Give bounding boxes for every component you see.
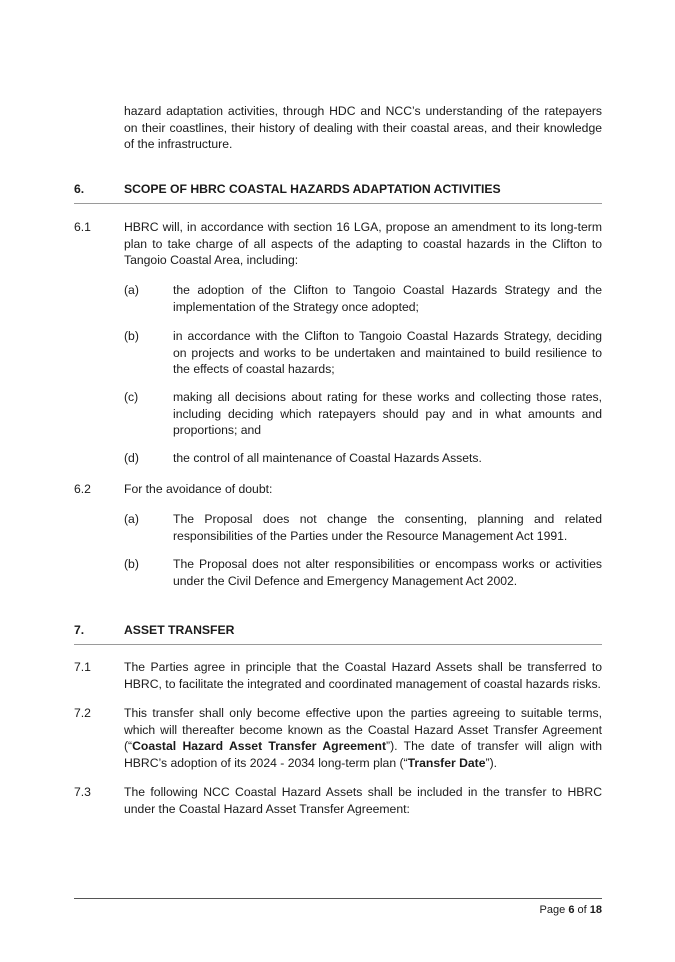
clause-7-2-text-part1: This transfer shall only become effective upon the parties agreeing to suitable terms, which will thereafter become known as the Coastal Hazard Asset Transfer Agreement (“: [124, 706, 602, 753]
intro-paragraph: hazard adaptation activities, through HDC and NCC’s understanding of the ratepayers on their coastlines, their history of dealing with their coastal areas, and their knowledge of the infrastructure.: [124, 104, 602, 151]
page-total: 18: [589, 904, 602, 916]
clause-6-1-c-text: making all decisions about rating for these works and collecting those rates, including deciding which ratepayers should pay and in what amounts and proportions; and: [173, 390, 602, 437]
clause-6-2-a-text: The Proposal does not change the consenting, planning and related responsibilities of the Parties under the Resource Management Act 1991.: [173, 512, 602, 543]
clause-7-3-text: The following NCC Coastal Hazard Assets shall be included in the transfer to HBRC under the Coastal Hazard Asset Transfer Agreement:: [124, 785, 602, 816]
clause-6-1-a-text: the adoption of the Clifton to Tangoio Coastal Hazards Strategy and the implementation of the Strategy once adopted;: [173, 283, 602, 314]
clause-7-2-text: [124, 705, 602, 771]
footer-divider: [74, 898, 602, 899]
page-number: [540, 903, 602, 917]
section-7-number: 7.: [74, 623, 85, 637]
clause-7-1-number: 7.1: [74, 660, 91, 674]
clause-7-2-number: 7.2: [74, 706, 91, 720]
section-7-title: ASSET TRANSFER: [124, 623, 235, 637]
clause-7-3-number: 7.3: [74, 785, 91, 799]
clause-6-1-d-text: the control of all maintenance of Coastal Hazards Assets.: [173, 451, 482, 465]
clause-6-1-b-text: in accordance with the Clifton to Tangoio Coastal Hazards Strategy, deciding on projects and works to be undertaken and maintained to build resilience to the effects of coastal hazards;: [173, 329, 602, 376]
clause-6-2-number: 6.2: [74, 482, 91, 496]
page-current: 6: [568, 904, 575, 916]
clause-6-1-c-label: (c): [124, 390, 139, 404]
clause-6-1-a-label: (a): [124, 283, 139, 297]
page-label: Page: [539, 904, 566, 916]
clause-6-1-d-label: (d): [124, 451, 139, 465]
defined-term-coastal-hazard-asset-transfer-agreement: Coastal Hazard Asset Transfer Agreement: [132, 739, 387, 753]
clause-6-1-number: 6.1: [74, 220, 91, 234]
section-6-number: 6.: [74, 182, 85, 196]
section-7-divider: [74, 644, 602, 645]
clause-6-2-b-label: (b): [124, 557, 139, 571]
defined-term-transfer-date: Transfer Date: [407, 755, 486, 770]
clause-6-1-b-label: (b): [124, 329, 139, 343]
section-6-divider: [74, 203, 602, 204]
clause-7-1-text: The Parties agree in principle that the Coastal Hazard Assets shall be transferred to HBRC, to facilitate the integrated and coordinated management of coastal hazards risks.: [124, 660, 602, 691]
clause-6-2-a-label: (a): [124, 512, 139, 526]
of-label: of: [577, 904, 587, 916]
section-6-title: SCOPE OF HBRC COASTAL HAZARDS ADAPTATION ACTIVITIES: [124, 182, 501, 196]
clause-6-2-text: For the avoidance of doubt:: [124, 482, 273, 496]
clause-6-2-b-text: The Proposal does not alter responsibilities or encompass works or activities under the Civil Defence and Emergency Management Act 2002.: [173, 557, 602, 588]
clause-6-1-text: HBRC will, in accordance with section 16 LGA, propose an amendment to its long-term plan to take charge of all aspects of the adapting to coastal hazards in the Clifton to Tangoio Coastal Area, including:: [124, 220, 602, 267]
clause-7-2-text-part3: ”).: [485, 755, 498, 770]
clause-7-2-text-part2: ”). The date of transfer will align with HBRC’s adoption of its 2024 - 2034 long-term plan (“: [124, 739, 602, 770]
